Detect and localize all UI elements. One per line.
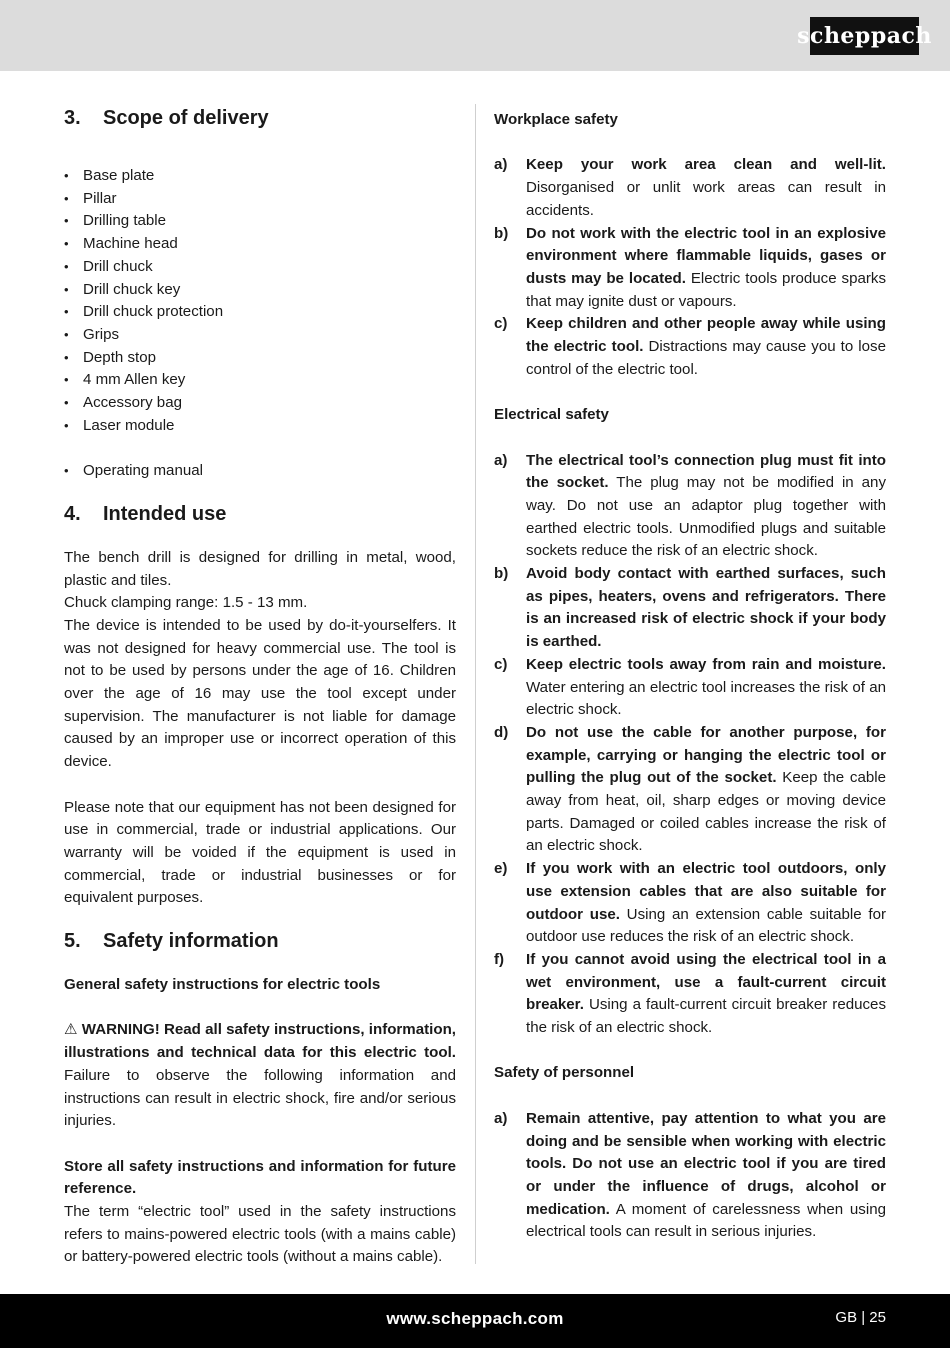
safety-item [494, 313, 886, 381]
website-url: www.scheppach.com [386, 1309, 564, 1328]
section-heading-safety [64, 927, 456, 955]
item-text: Water entering an electric tool increases the risk of an electric shock. [526, 678, 886, 719]
delivery-list [64, 165, 456, 437]
warning-paragraph [64, 1019, 456, 1133]
column-divider [475, 104, 476, 1264]
warning-icon: ⚠ [64, 1021, 78, 1039]
page-number: GB | 25 [835, 1309, 886, 1326]
item-text: A moment of carelessness when using electrical tools can result in serious injuries. [526, 1200, 886, 1241]
list-item: • 4 mm Allen key [64, 369, 456, 392]
list-item: • Base plate [64, 165, 456, 188]
item-text: Using a fault-current circuit breaker reduces the risk of an electric shock. [526, 996, 886, 1037]
item-bold: If you work with an electric tool outdoors, only use extension cables that are also suitable for outdoor use. [526, 860, 886, 923]
item-label: c) [494, 315, 508, 333]
item-label: a) [494, 156, 508, 174]
list-item: • Drill chuck protection [64, 301, 456, 324]
item-text: Distractions may cause you to lose control of the electric tool. [526, 338, 886, 378]
list-item: • Accessory bag [64, 392, 456, 415]
item-text: Disorganised or unlit work areas can result in accidents. [526, 179, 886, 219]
safety-item [494, 450, 886, 564]
item-label: d) [494, 723, 509, 741]
list-item: • Operating manual [64, 460, 456, 483]
subheading-workplace: Workplace safety [494, 111, 618, 128]
section-number: 3. [64, 107, 81, 129]
safety-item [494, 1108, 886, 1244]
item-text: The plug may not be modified in any way. Do not use an adaptor plug together with earthed electric tools. Unmodified plugs and suitable sockets reduce the risk of an electric shock. [526, 474, 886, 560]
item-text: Electric tools produce sparks that may ignite dust or vapours. [526, 269, 886, 310]
item-text: Keep the cable away from heat, oil, sharp edges or moving device parts. Damaged or coiled cables increase the risk of an electric shock. [526, 769, 886, 855]
paragraph: Please note that our equipment has not been designed for use in commercial, trade or industrial applications. Our warranty will be voided if the equipment is used in commercial, trade or industrial businesses or for equivalent purposes. [64, 798, 456, 907]
footer-band [0, 1294, 950, 1348]
left-column [64, 104, 456, 1269]
subheading: General safety instructions for electric tools [64, 976, 381, 994]
item-label: b) [494, 224, 509, 242]
list-item: • Pillar [64, 188, 456, 211]
item-bold: The electrical tool’s connection plug must fit into the socket. [526, 451, 886, 492]
item-label: a) [494, 451, 508, 469]
item-bold: Keep your work area clean and well-lit. [526, 156, 886, 174]
section-number: 5. [64, 930, 81, 953]
brand-logo: scheppach [810, 17, 919, 55]
warning-bold: WARNING! Read all safety instructions, information, illustrations and technical data for this electric tool. [64, 1021, 456, 1062]
safety-item [494, 154, 886, 222]
safety-item [494, 722, 886, 858]
safety-item [494, 563, 886, 654]
subheading-electrical: Electrical safety [494, 406, 609, 424]
subheading-personnel: Safety of personnel [494, 1064, 635, 1082]
paragraph: The device is intended to be used by do-it-yourselfers. It was not designed for heavy commercial use. The tool is not to be used by persons under the age of 16. Children over the age of 16 may use the tool except under supervision. The manufacturer is not liable for damage caused by an improper use or incorrect operation of this device. [64, 616, 456, 771]
item-text: Using an extension cable suitable for outdoor use reduces the risk of an electric shock. [526, 905, 886, 946]
safety-item [494, 223, 886, 314]
item-bold: Avoid body contact with earthed surfaces, such as pipes, heaters, ovens and refrigerators. There is an increased risk of electric shock if your body is earthed. [526, 565, 886, 651]
right-column [494, 104, 886, 1244]
item-bold: Remain attentive, pay attention to what you are doing and be sensible when working with electric tools. Do not use an electric tool if you are tired or under the influence of drugs, alcohol or medication. [526, 1109, 886, 1218]
list-item: • Drill chuck [64, 256, 456, 279]
item-bold: Do not work with the electric tool in an explosive environment where flammable liquids, gases or dusts may be located. [526, 224, 886, 287]
section-title: Intended use [103, 502, 227, 525]
item-bold: Keep children and other people away while using the electric tool. [526, 315, 886, 356]
paragraph: The bench drill is designed for drilling in metal, wood, plastic and tiles. [64, 548, 456, 589]
list-item: • Drill chuck key [64, 279, 456, 302]
safety-item [494, 654, 886, 722]
list-item: • Depth stop [64, 347, 456, 370]
delivery-list-extra [64, 460, 456, 483]
section-heading-intended-use [64, 500, 456, 528]
safety-item [494, 949, 886, 1040]
section-title: Safety information [103, 930, 279, 953]
section-number: 4. [64, 502, 81, 525]
section-heading-scope [64, 104, 456, 132]
item-bold: If you cannot avoid using the electrical tool in a wet environment, use a fault-current circuit breaker. [526, 950, 886, 1014]
list-item: • Grips [64, 324, 456, 347]
item-label: f) [494, 950, 505, 968]
safety-item [494, 858, 886, 949]
item-bold: Keep electric tools away from rain and moisture. [526, 655, 886, 673]
section-title: Scope of delivery [103, 107, 269, 129]
paragraph: The term “electric tool” used in the safety instructions refers to mains-powered electric tools (with a mains cable) or battery-powered electric tools (without a mains cable). [64, 1203, 456, 1266]
item-label: c) [494, 655, 508, 673]
item-label: a) [494, 1109, 508, 1127]
item-bold: Do not use the cable for another purpose, for example, carrying or hanging the electric tool or pulling the plug out of the socket. [526, 723, 886, 787]
item-label: b) [494, 565, 509, 583]
warning-text: Failure to observe the following information and instructions can result in electric shock, fire and/or serious injuries. [64, 1066, 456, 1130]
item-label: e) [494, 860, 508, 878]
store-instructions-bold: Store all safety instructions and information for future reference. [64, 1157, 456, 1198]
list-item: • Laser module [64, 415, 456, 438]
list-item: • Drilling table [64, 210, 456, 233]
list-item: • Machine head [64, 233, 456, 256]
paragraph: Chuck clamping range: 1.5 - 13 mm. [64, 594, 308, 612]
